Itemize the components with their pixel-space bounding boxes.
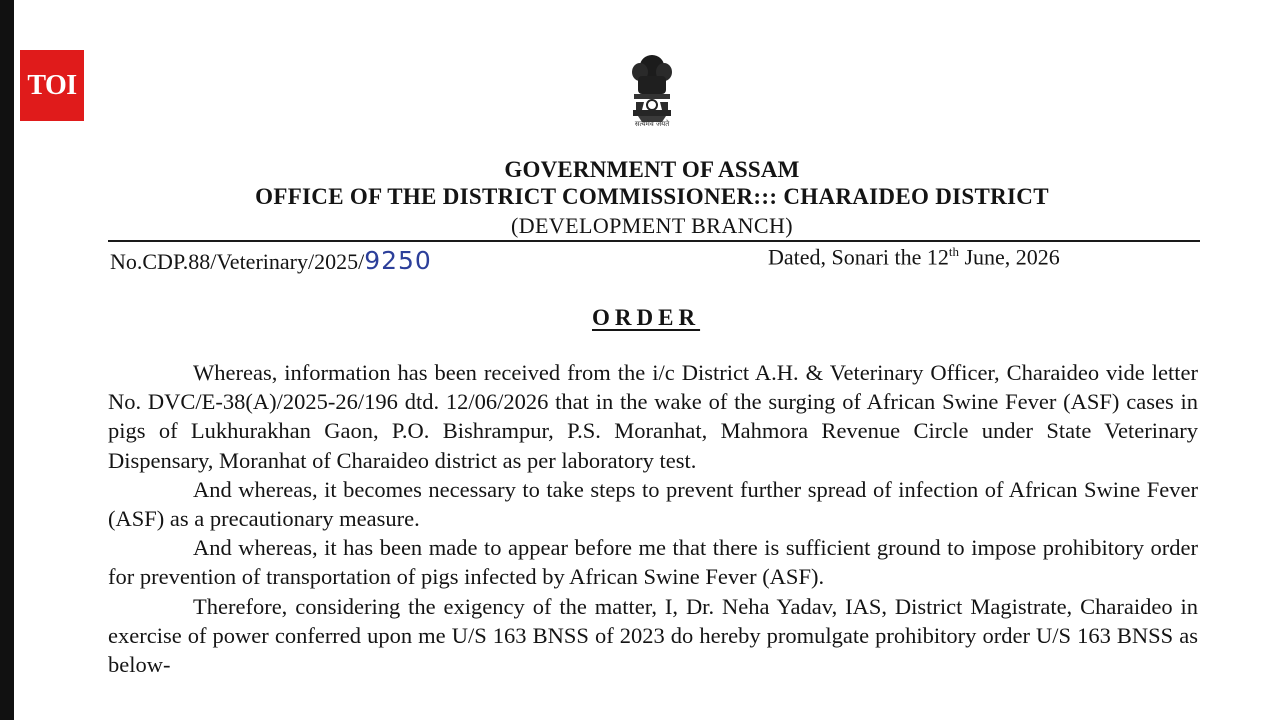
paragraph-1: Whereas, information has been received from the i/c District A.H. & Veterinary Officer, Charaideo vide letter No. DVC/E-38(A)/2025-26/196 dtd. 12/06/2026 that in the wake of the surging of African Swine Fever (ASF) cases in pigs of Lukhurakhan Gaon, P.O. Bishrampur, P.S. Moranhat, Mahmora Revenue Circle under State Veterinary Dispensary, Moranhat of Charaideo district as per laboratory test.	[108, 360, 1198, 473]
date-ordinal: th	[948, 244, 959, 259]
paragraph-4: Therefore, considering the exigency of the matter, I, Dr. Neha Yadav, IAS, District Magistrate, Charaideo in exercise of power conferred upon me U/S 163 BNSS of 2023 do hereby promulgate prohibitory order U/S 163 BNSS as below-	[108, 593, 1198, 678]
order-title: ORDER	[592, 305, 701, 330]
emblem-motto: सत्यमेव जयते	[634, 120, 670, 128]
order-body	[108, 358, 1198, 679]
paragraph-2: And whereas, it becomes necessary to take steps to prevent further spread of infection of African Swine Fever (ASF) as a precautionary measure.	[108, 476, 1198, 532]
paragraph-3: And whereas, it has been made to appear before me that there is sufficient ground to impose prohibitory order for prevention of transportation of pigs infected by African Swine Fever (ASF).	[108, 535, 1198, 590]
header-branch: (DEVELOPMENT BRANCH)	[511, 213, 793, 238]
header-divider	[108, 240, 1200, 242]
date-suffix: June, 2026	[958, 244, 1060, 270]
toi-logo[interactable]: TOI	[20, 50, 84, 121]
order-date	[768, 244, 1060, 270]
left-edge-bar	[0, 0, 14, 720]
reference-number-prefix: No.CDP.88/Veterinary/2025/	[110, 249, 365, 274]
reference-number	[110, 246, 432, 275]
date-prefix: Dated, Sonari the 12	[768, 244, 949, 270]
header-government: GOVERNMENT OF ASSAM	[504, 157, 800, 182]
reference-number-handwritten: 9250	[364, 246, 432, 275]
header-office: OFFICE OF THE DISTRICT COMMISSIONER::: CHARAIDEO DISTRICT	[255, 184, 1049, 209]
